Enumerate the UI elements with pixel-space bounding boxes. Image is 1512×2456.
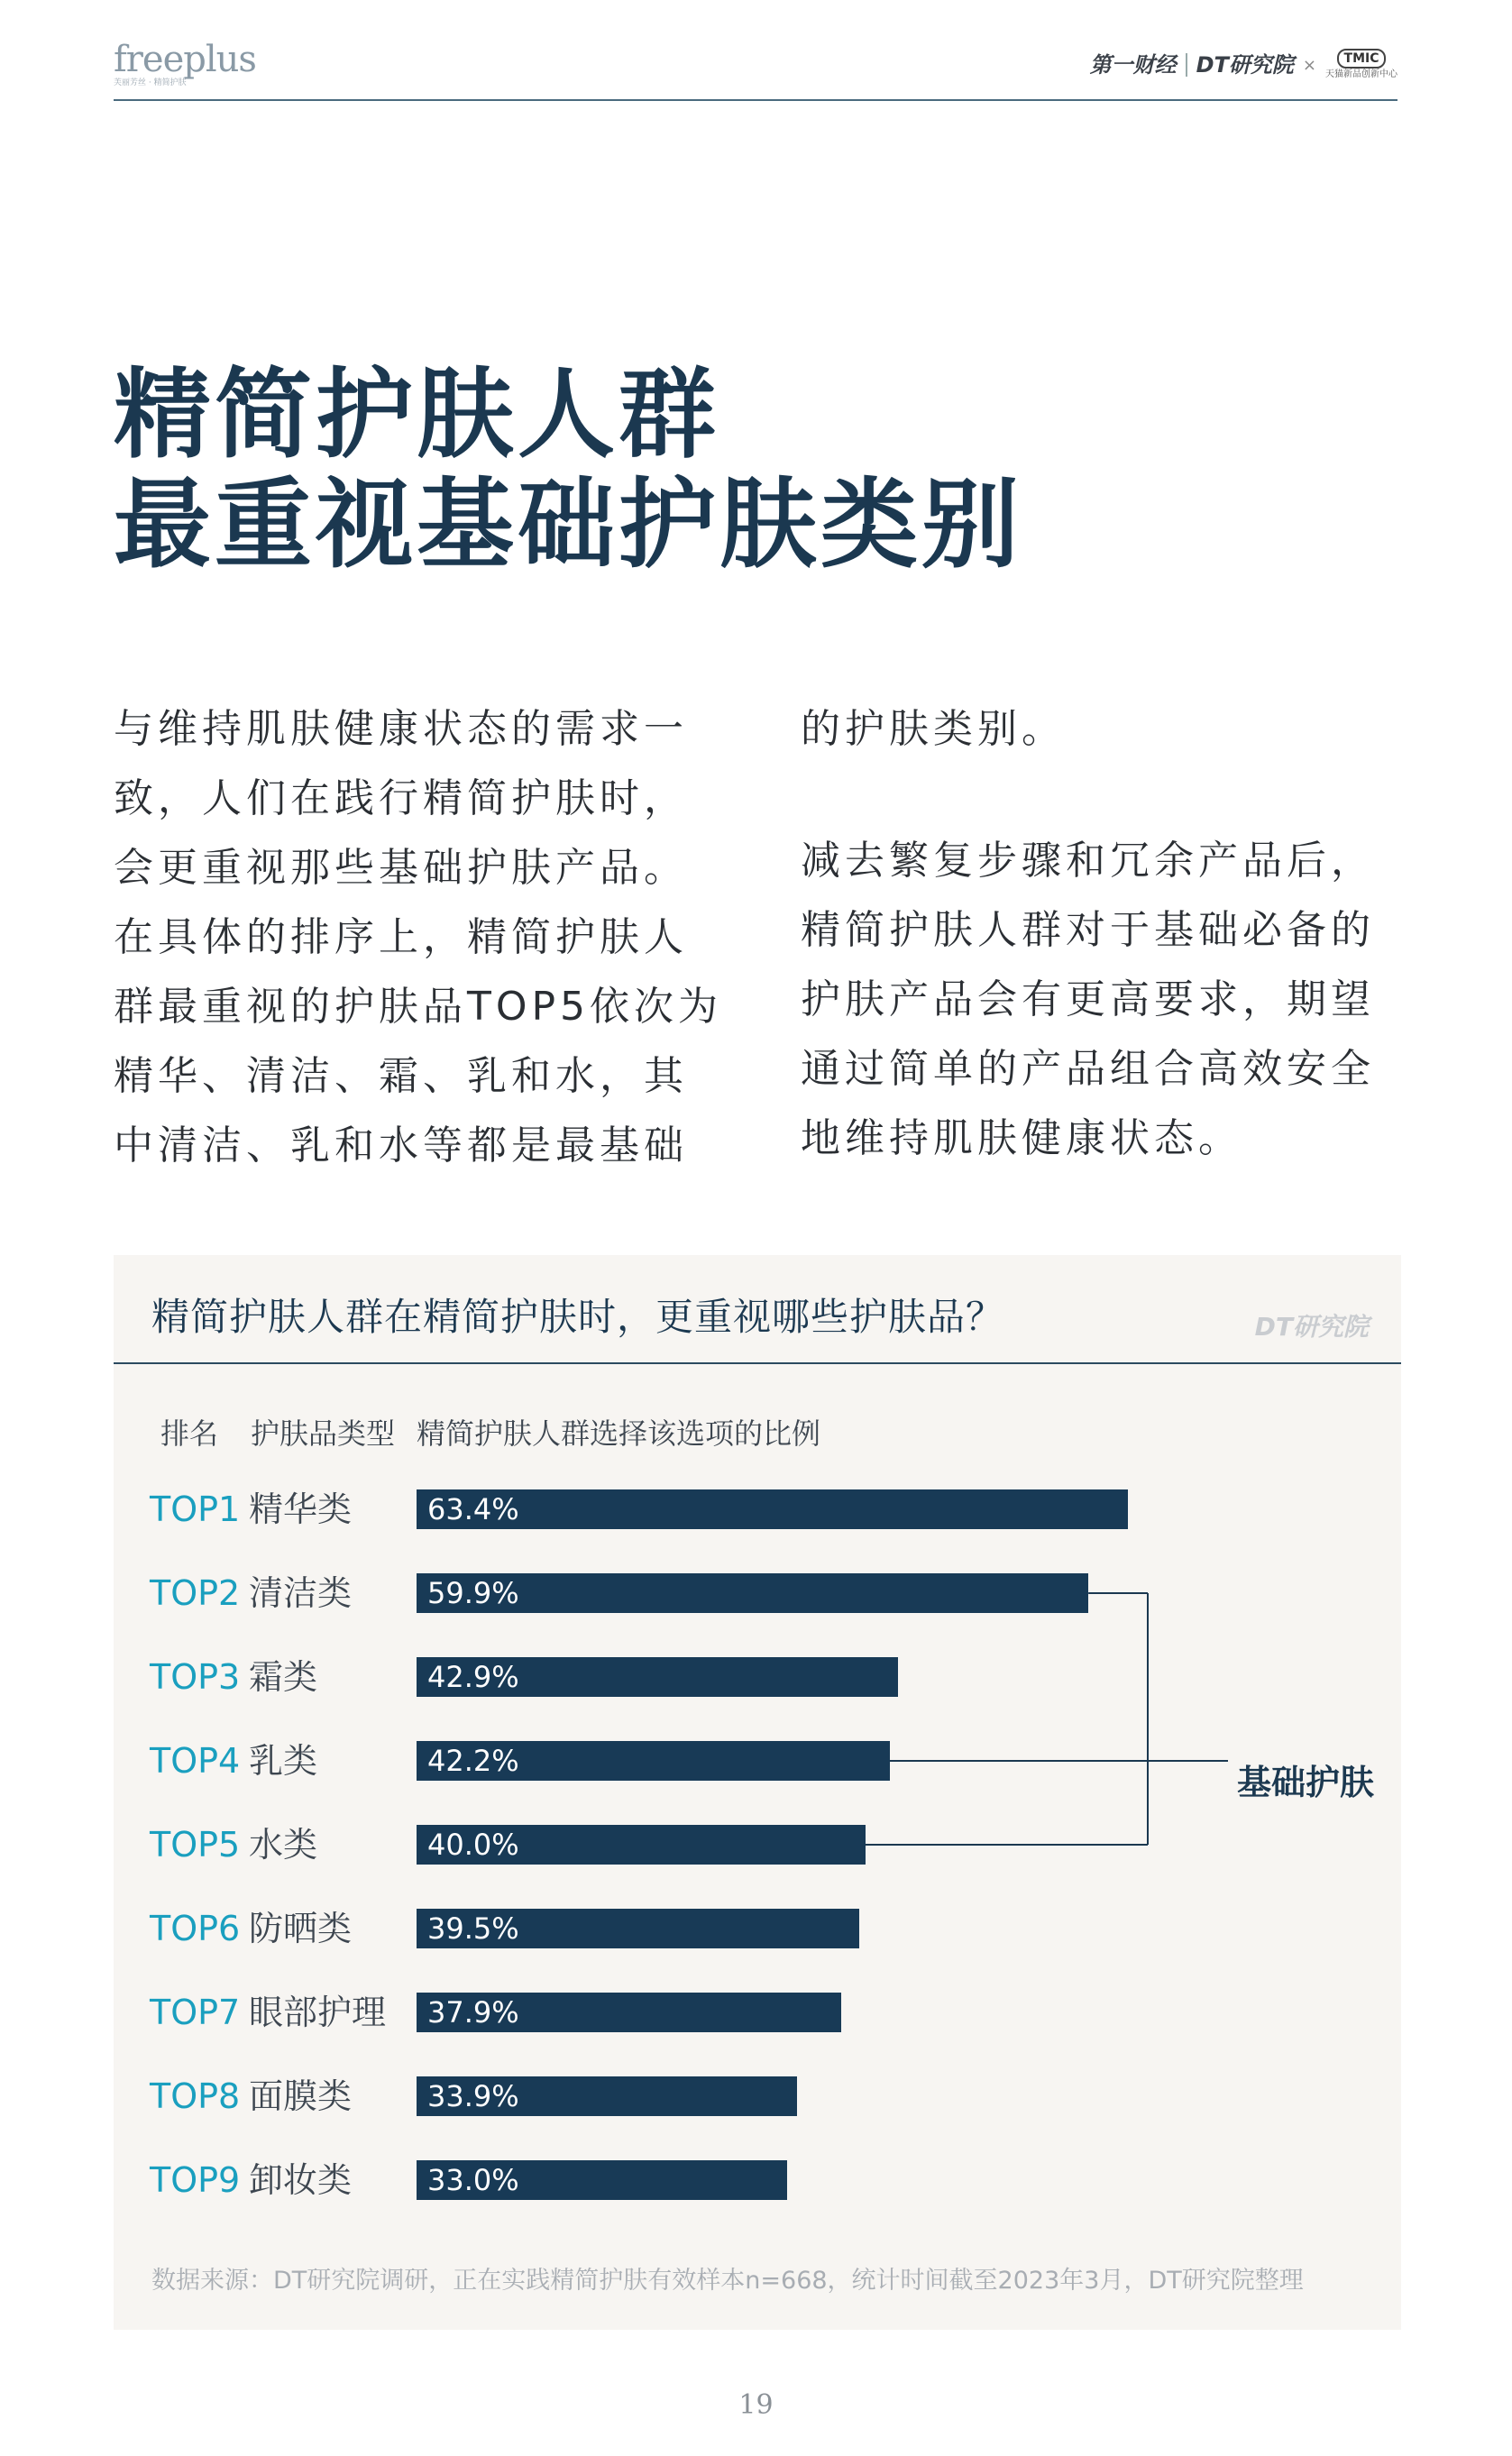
bar-row (114, 1901, 1401, 1957)
bar (417, 1909, 859, 1948)
value-label: 59.9% (427, 1576, 519, 1610)
body-column-right (801, 694, 1407, 1173)
rank-label: TOP7 (150, 1993, 241, 2032)
category-label: 精华类 (249, 1489, 353, 1529)
bar (417, 1741, 890, 1781)
rank-label: TOP2 (150, 1573, 241, 1613)
bar (417, 1825, 866, 1865)
value-label: 33.9% (427, 2079, 519, 2113)
rank-label: TOP9 (150, 2160, 241, 2200)
bar-row (114, 1649, 1401, 1705)
value-label: 42.2% (427, 1744, 519, 1778)
body-paragraph-continued: 的护肤类别。 (801, 706, 1066, 752)
rank-label: TOP3 (150, 1657, 241, 1697)
title-line-1: 精简护肤人群 (114, 359, 720, 472)
bar (417, 1489, 1128, 1529)
bar-row (114, 1565, 1401, 1621)
partner-logos (1090, 49, 1397, 81)
rank-label: TOP8 (150, 2076, 241, 2116)
category-label: 面膜类 (249, 2076, 353, 2116)
category-label: 水类 (249, 1825, 318, 1865)
chart-title: 精简护肤人群在精简护肤时，更重视哪些护肤品？ (151, 1295, 1005, 1339)
body-column-left (114, 694, 727, 1180)
value-label: 42.9% (427, 1660, 519, 1694)
page-number: 19 (738, 2389, 774, 2421)
partner-logo-yicai: 第一财经 (1089, 52, 1177, 78)
bar (417, 1993, 841, 2032)
column-header-rank: 排名 (160, 1416, 219, 1451)
brand-logo (114, 40, 256, 88)
bar-row (114, 1733, 1401, 1789)
category-label: 乳类 (249, 1741, 318, 1781)
value-label: 33.0% (427, 2163, 519, 2197)
bar-row (114, 2068, 1401, 2124)
value-label: 37.9% (427, 1995, 519, 2030)
body-paragraph: 减去繁复步骤和冗余产品后，精简护肤人群对于基础必备的护肤产品会有更高要求，期望通过简单的产品组合高效安全地维持肌肤健康状态。 (801, 838, 1375, 1161)
column-header-ratio: 精简护肤人群选择该选项的比例 (417, 1416, 821, 1451)
category-label: 清洁类 (249, 1573, 353, 1613)
data-source: 数据来源：DT研究院调研，正在实践精简护肤有效样本n=668，统计时间截至2023年3月，DT研究院整理 (151, 2267, 1304, 2295)
value-label: 63.4% (427, 1492, 519, 1526)
bar-row (114, 1817, 1401, 1873)
bar (417, 2076, 797, 2116)
bar-row (114, 2152, 1401, 2208)
page-header (114, 40, 1397, 101)
partner-logo-dt: DT研究院 (1196, 52, 1294, 78)
divider (1186, 53, 1187, 77)
brand-subtitle: 芙丽芳丝 · 精简护肤 (114, 78, 187, 87)
value-label: 40.0% (427, 1828, 519, 1862)
column-header-type: 护肤品类型 (251, 1416, 396, 1451)
bar-row (114, 1984, 1401, 2040)
rank-label: TOP5 (150, 1825, 241, 1865)
chart-watermark: DT研究院 (1254, 1312, 1369, 1342)
page-title (114, 361, 1022, 581)
rank-label: TOP4 (150, 1741, 241, 1781)
title-line-2: 最重视基础护肤类别 (114, 469, 1023, 582)
category-label: 霜类 (249, 1657, 318, 1697)
annotation-label: 基础护肤 (1237, 1763, 1375, 1802)
rank-label: TOP1 (150, 1489, 241, 1529)
bar (417, 1657, 898, 1697)
cross-icon: × (1302, 55, 1316, 75)
tmic-subtitle: 天猫新品创新中心 (1325, 69, 1397, 79)
bar (417, 2160, 787, 2200)
category-label: 眼部护理 (249, 1993, 387, 2032)
value-label: 39.5% (427, 1911, 519, 1946)
chart-panel (114, 1255, 1401, 2330)
title-divider (114, 1362, 1401, 1364)
bar (417, 1573, 1088, 1613)
brand-name: freeplus (114, 39, 256, 80)
tmic-logo: TMIC (1337, 49, 1387, 69)
rank-label: TOP6 (150, 1909, 241, 1948)
category-label: 防晒类 (249, 1909, 353, 1948)
body-paragraph: 与维持肌肤健康状态的需求一致，人们在践行精简护肤时，会更重视那些基础护肤产品。在具体的排序上，精简护肤人群最重视的护肤品TOP5依次为精华、清洁、霜、乳和水，其中清洁、乳和水等都是最基础 (114, 706, 723, 1168)
category-label: 卸妆类 (249, 2160, 353, 2200)
partner-logo-tmic (1325, 49, 1397, 81)
bar-row (114, 1481, 1401, 1537)
